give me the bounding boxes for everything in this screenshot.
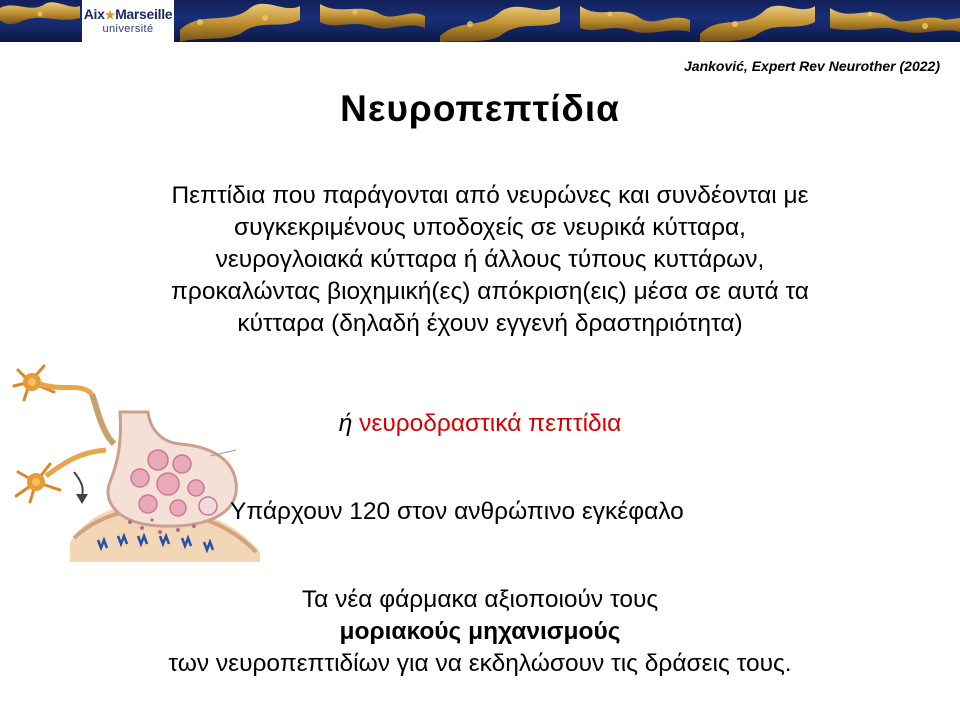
neuropeptide-count: Υπάρχουν 120 στον ανθρώπινο εγκέφαλο <box>230 498 684 525</box>
alt-term-red: νευροδραστικά πεπτίδια <box>359 410 622 437</box>
conclusion-line2: των νευροπεπτιδίων για να εκδηλώσουν τις δράσεις τους. <box>168 650 792 677</box>
slide-title: Νευροπεπτίδια <box>340 88 620 129</box>
definition-line: προκαλώντας βιοχημική(ες) απόκριση(εις) μέσα σε αυτά τα <box>171 278 809 305</box>
conclusion-paragraph <box>0 584 960 680</box>
definition-line: συγκεκριμένους υποδοχείς σε νευρικά κύτταρα, <box>234 214 746 241</box>
definition-paragraph <box>40 180 940 340</box>
neuron-icon <box>16 450 106 502</box>
conclusion-bold: μοριακούς μηχανισμούς <box>339 618 621 645</box>
synapse-illustration <box>10 352 270 562</box>
alt-term-prefix: ή <box>338 410 353 437</box>
header-banner <box>0 0 960 42</box>
university-logo <box>82 0 174 42</box>
logo-text-marseille: Marseille <box>115 6 173 22</box>
logo-text-aix: Aix <box>83 6 105 22</box>
logo-text-universite: université <box>102 23 154 35</box>
alternative-term <box>0 408 960 440</box>
definition-line: Πεπτίδια που παράγονται από νευρώνες και συνδέονται με <box>171 182 809 209</box>
definition-line: νευρογλοιακά κύτταρα ή άλλους τύπους κυττάρων, <box>215 246 765 273</box>
citation: Janković, Expert Rev Neurother (2022) <box>684 58 940 74</box>
logo-star-icon: ★ <box>104 8 116 22</box>
conclusion-line1: Τα νέα φάρμακα αξιοποιούν τους <box>301 586 659 613</box>
definition-line: κύτταρα (δηλαδή έχουν εγγενή δραστηριότητα) <box>237 310 743 337</box>
